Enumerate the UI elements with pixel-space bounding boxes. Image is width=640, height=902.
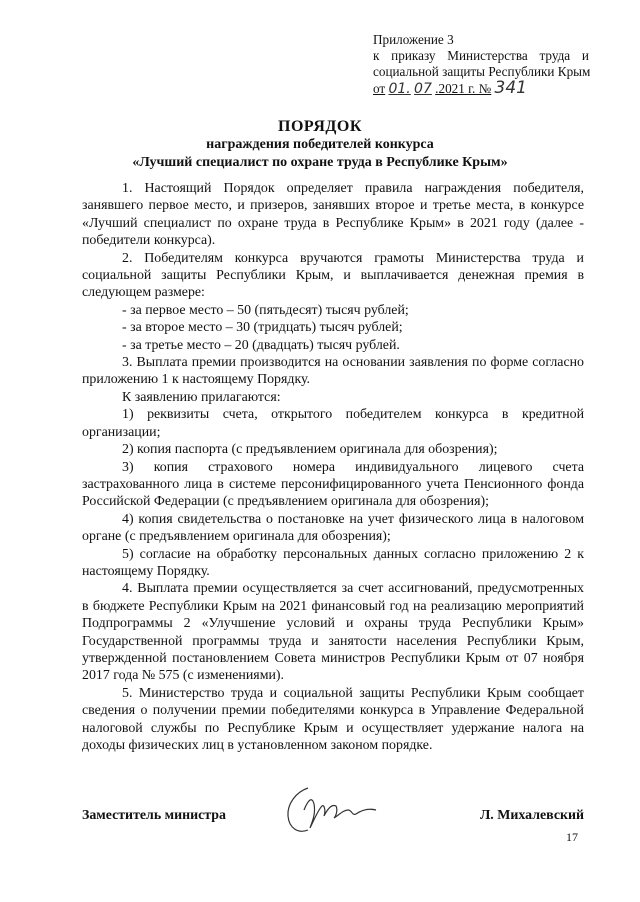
signature-block bbox=[82, 808, 584, 824]
paragraph-1: 1. Настоящий Порядок определяет правила награждения победителя, занявшего первое место, и призеров, занявших второе и третье места, в конкурсе «Лучший специалист по охране труда в Республике Крым» в 2021 году (далее - победители конкурса). bbox=[82, 181, 584, 249]
page-number: 17 bbox=[566, 830, 578, 844]
annex-date-year: .2021 г. № bbox=[435, 81, 492, 96]
annex-ministry: социальной защиты Республики Крым bbox=[373, 64, 591, 79]
title-heading: ПОРЯДОК bbox=[278, 118, 362, 135]
document-body bbox=[82, 180, 584, 754]
annex-date-prefix: от bbox=[373, 81, 386, 96]
attachment-item-4: 4) копия свидетельства о постановке на учет физического лица в налоговом органе (с предъявлением оригинала для обозрения); bbox=[82, 511, 584, 545]
attachment-item-3: 3) копия страхового номера индивидуального лицевого счета застрахованного лица в системе персонифицированного учета Пенсионного фонда Российской Федерации (с предъявлением оригинала для обозрения); bbox=[82, 459, 584, 510]
paragraph-5: 5. Министерство труда и социальной защиты Республики Крым сообщает сведения о получении премии победителями конкурса в Управление Федеральной налоговой службы по Республике Крым и осуществляет удержание налога на доходы физических лиц в установленном законом порядке. bbox=[82, 685, 584, 753]
paragraph-4: 4. Выплата премии осуществляется за счет ассигнований, предусмотренных в бюджете Республики Крым на 2021 финансовый год на реализацию мероприятий Подпрограммы 2 «Улучшение условий и охраны труда Республики Крым» Государственной программы труда и занятости населения Республики Крым, утвержденной постановлением Совета министров Республики Крым от 07 ноября 2017 года № 575 (с изменениями). bbox=[82, 581, 584, 684]
annex-date-line bbox=[373, 80, 589, 97]
annex-date-day: 01. bbox=[388, 81, 411, 97]
attachments-intro: К заявлению прилагаются: bbox=[122, 389, 281, 405]
annex-number: 341 bbox=[494, 78, 527, 98]
document-title bbox=[0, 117, 640, 171]
attachment-item-5: 5) согласие на обработку персональных данных согласно приложению 2 к настоящему Порядку. bbox=[82, 546, 584, 579]
annex-date-month: 07 bbox=[414, 81, 432, 97]
title-contest-name: «Лучший специалист по охране труда в Республике Крым» bbox=[132, 154, 508, 170]
prize-first-place: - за первое место – 50 (пятьдесят) тысяч рублей; bbox=[122, 302, 409, 318]
paragraph-2: 2. Победителям конкурса вручаются грамоты Министерства труда и социальной защиты Республики Крым, и выплачивается денежная премия в следующем размере: bbox=[82, 250, 584, 301]
annex-header bbox=[373, 32, 589, 97]
attachment-item-2: 2) копия паспорта (с предъявлением оригинала для обозрения); bbox=[122, 442, 498, 458]
paragraph-3: 3. Выплата премии производится на основании заявления по форме согласно приложению 1 к настоящему Порядку. bbox=[82, 355, 584, 388]
prize-third-place: - за третье место – 20 (двадцать) тысяч рублей. bbox=[122, 337, 400, 353]
title-subheading: награждения победителей конкурса bbox=[206, 137, 434, 152]
annex-order-ref: к приказу Министерства труда и bbox=[373, 48, 589, 63]
annex-title: Приложение 3 bbox=[373, 32, 454, 47]
prize-second-place: - за второе место – 30 (тридцать) тысяч рублей; bbox=[122, 320, 403, 336]
attachment-item-1: 1) реквизиты счета, открытого победителем конкурса в кредитной организации; bbox=[82, 407, 584, 440]
signatory-position: Заместитель министра bbox=[82, 808, 226, 823]
signatory-name: Л. Михалевский bbox=[479, 808, 584, 823]
